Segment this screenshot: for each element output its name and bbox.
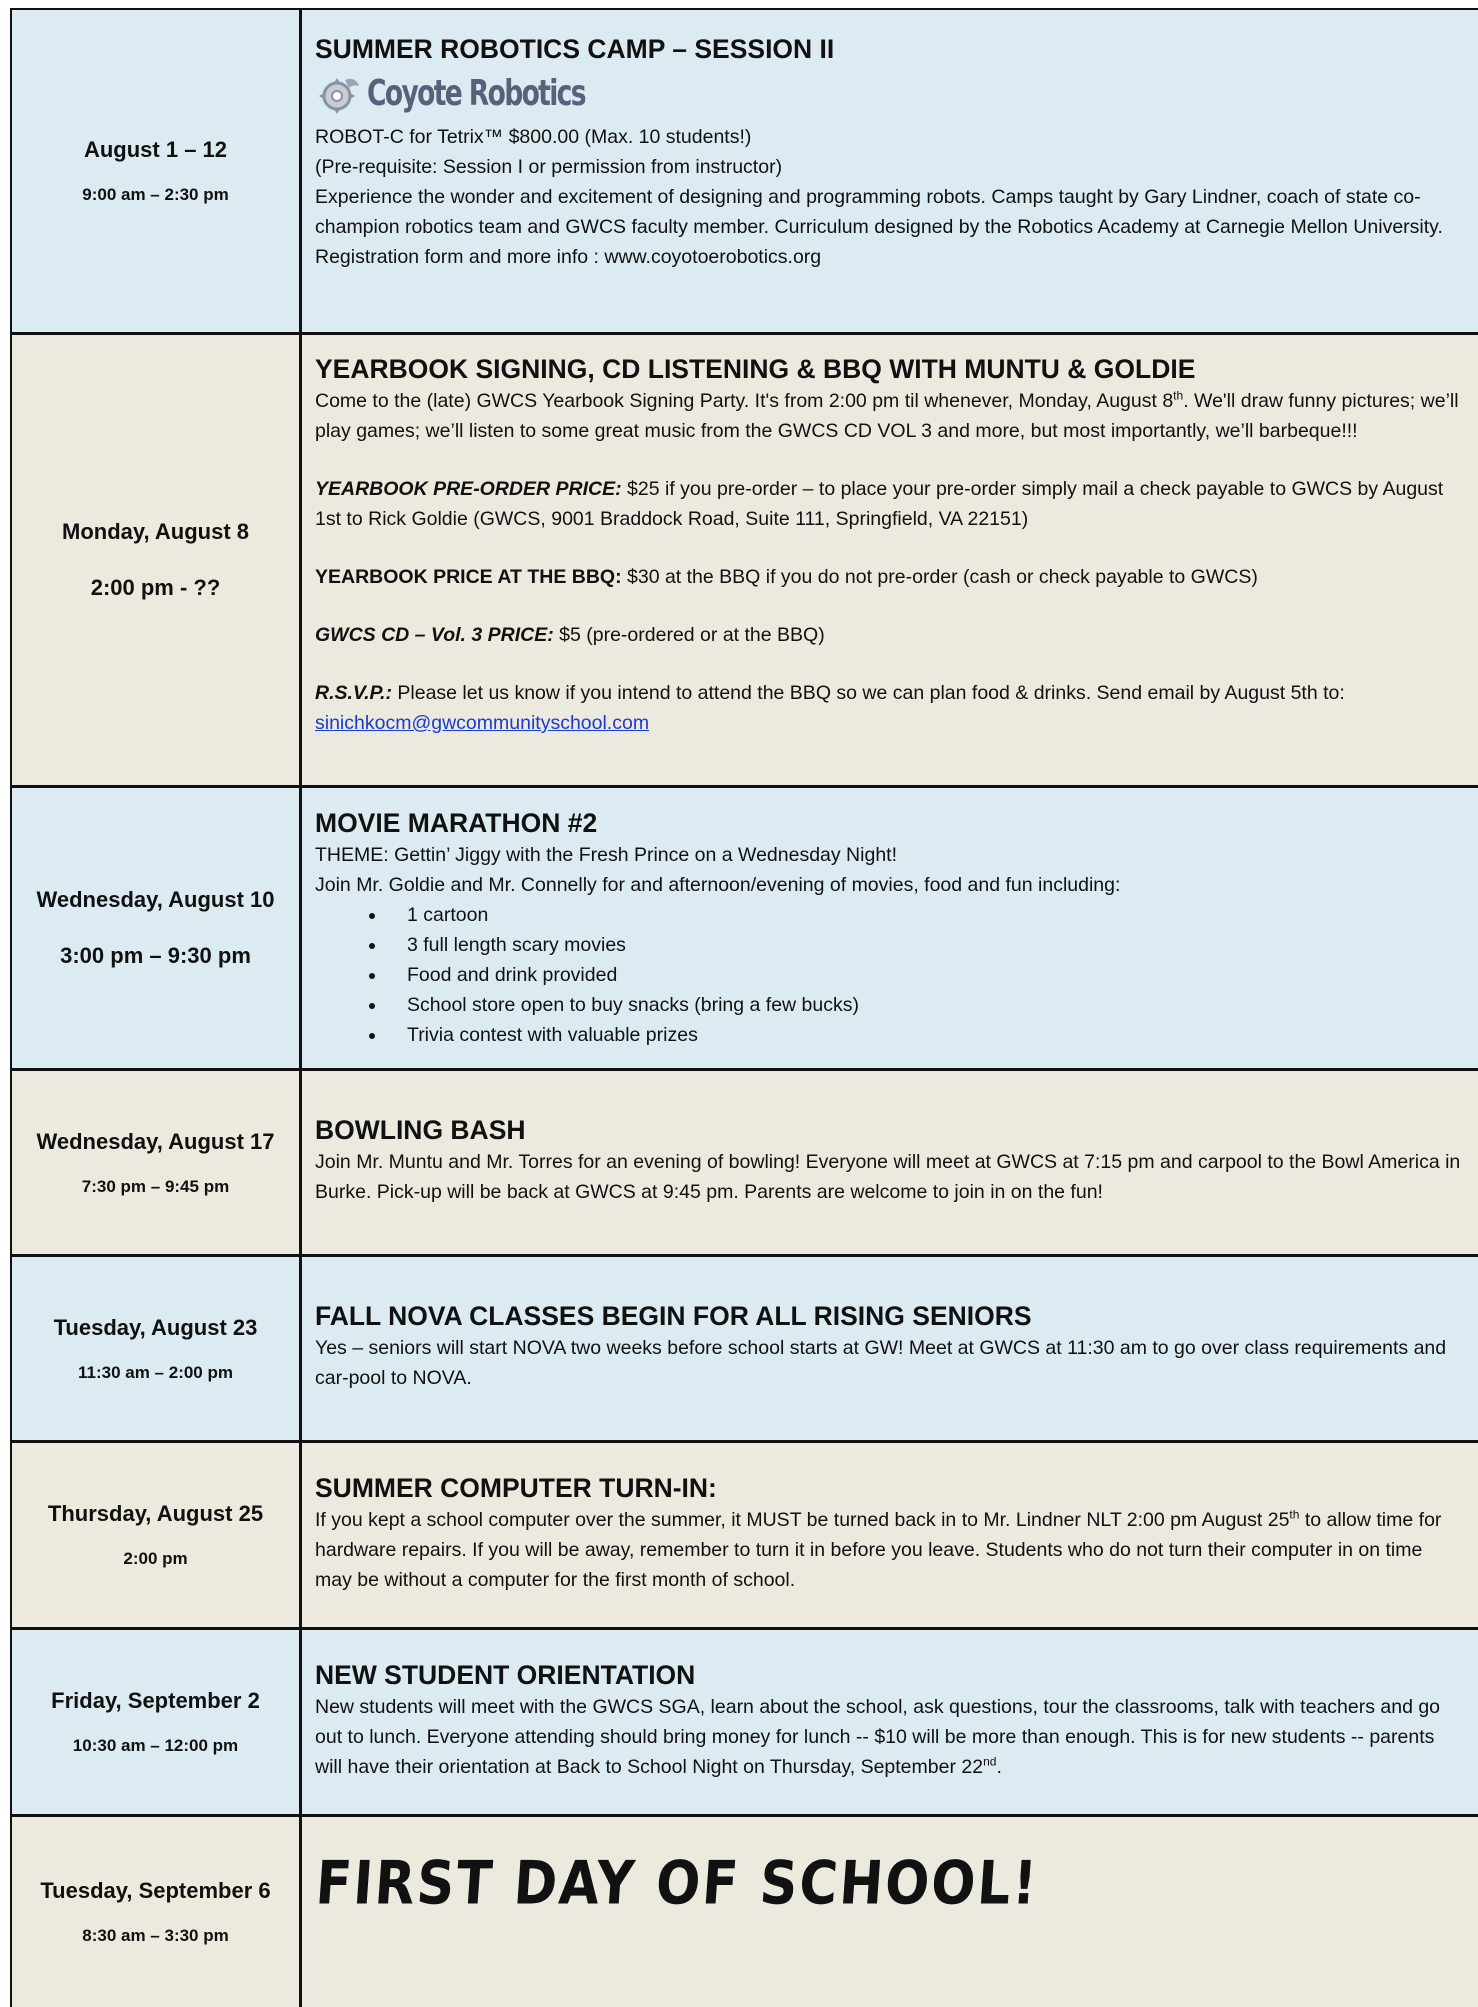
event-date: Tuesday, August 23	[53, 1314, 258, 1340]
event-row-bowling-bash	[10, 1071, 1478, 1257]
logo-text: Coyote Robotics	[367, 73, 585, 114]
cd-text: $5 (pre-ordered or at the BBQ)	[553, 624, 825, 646]
date-cell	[12, 335, 302, 785]
event-row-computer-turn-in	[10, 1443, 1478, 1630]
rsvp-email-link[interactable]: sinichkocm@gwcommunityschool.com	[315, 712, 650, 734]
intro-text-cont: . We'll draw funny pictures; we’ll play games; we’ll listen to some great music from the GWCS CD VOL 3 and more, but most importantly, we’ll barbeque!!!	[315, 390, 1459, 442]
event-details	[302, 1257, 1478, 1440]
date-cell	[12, 1817, 302, 2007]
event-row-orientation	[10, 1630, 1478, 1817]
event-details	[302, 1443, 1478, 1627]
event-details	[302, 1817, 1478, 2007]
text-sup: nd	[983, 1754, 997, 1769]
coyote-robotics-logo	[315, 66, 1464, 122]
event-time: 7:30 pm – 9:45 pm	[81, 1176, 230, 1196]
list-item: • Food and drink provided	[387, 960, 1464, 990]
event-title: BOWLING BASH	[315, 1115, 526, 1145]
preorder-label: YEARBOOK PRE-ORDER PRICE:	[315, 478, 622, 500]
rsvp-label: R.S.V.P.:	[315, 682, 392, 704]
event-date: Monday, August 8	[62, 519, 249, 544]
event-details	[302, 335, 1478, 785]
event-date: Wednesday, August 10	[36, 887, 275, 912]
bbq-text: $30 at the BBQ if you do not pre-order (cash or check payable to GWCS)	[621, 566, 1258, 588]
text-part: If you kept a school computer over the summer, it MUST be turned back in to Mr. Lindner NLT 2:00 pm August 25	[315, 1509, 1290, 1531]
event-line: (Pre-requisite: Session I or permission from instructor)	[315, 156, 783, 178]
event-details	[302, 1630, 1478, 1814]
event-text: Yes – seniors will start NOVA two weeks before school starts at GW! Meet at GWCS at 11:30 am to go over class requirements and car-pool to NOVA.	[315, 1337, 1447, 1389]
event-details	[302, 788, 1478, 1068]
event-line: Registration form and more info : www.coyotoerobotics.org	[315, 246, 822, 268]
event-join: Join Mr. Goldie and Mr. Connelly for and afternoon/evening of movies, food and fun including:	[315, 874, 1121, 896]
event-row-first-day	[10, 1817, 1478, 2007]
event-title: YEARBOOK SIGNING, CD LISTENING & BBQ WITH MUNTU & GOLDIE	[315, 354, 1196, 384]
event-details	[302, 1071, 1478, 1254]
event-title: NEW STUDENT ORIENTATION	[315, 1660, 696, 1690]
list-item: • Trivia contest with valuable prizes	[387, 1020, 1464, 1050]
event-date: August 1 – 12	[83, 137, 228, 162]
event-date: Tuesday, September 6	[40, 1878, 271, 1903]
preorder-price	[315, 474, 1464, 534]
intro-text: Come to the (late) GWCS Yearbook Signing Party. It's from 2:00 pm til whenever, Monday, August 8	[315, 390, 1174, 412]
rsvp-text: Please let us know if you intend to attend the BBQ so we can plan food & drinks. Send email by August 5th to:	[391, 682, 1345, 704]
date-cell	[12, 1257, 302, 1440]
event-time: 9:00 am – 2:30 pm	[82, 185, 229, 204]
event-time: 10:30 am – 12:00 pm	[72, 1736, 239, 1755]
gear-logo-icon	[315, 70, 363, 118]
date-cell	[12, 1071, 302, 1254]
first-day-banner: FIRST DAY OF SCHOOL!	[313, 1849, 1041, 1919]
list-item: • School store open to buy snacks (bring a few bucks)	[387, 990, 1464, 1020]
event-time: 2:00 pm	[123, 1549, 188, 1568]
event-title: SUMMER ROBOTICS CAMP – SESSION II	[315, 34, 835, 64]
text-part-cont: to allow time for hardware repairs. If you will be away, remember to turn it in before you leave. Students who do not turn their computer in on time may be without a computer for the first month of school.	[315, 1509, 1442, 1591]
event-time: 2:00 pm - ??	[90, 575, 221, 600]
event-row-nova-classes	[10, 1257, 1478, 1443]
date-cell	[12, 10, 302, 332]
rsvp	[315, 678, 1464, 738]
bbq-label: YEARBOOK PRICE AT THE BBQ:	[315, 566, 622, 588]
text-part-cont: .	[996, 1756, 1002, 1778]
event-date: Wednesday, August 17	[36, 1128, 275, 1154]
event-row-yearbook-bbq	[10, 335, 1478, 788]
cd-price	[315, 620, 1464, 650]
date-cell	[12, 1630, 302, 1814]
event-time: 8:30 am – 3:30 pm	[82, 1926, 229, 1945]
event-row-movie-marathon	[10, 788, 1478, 1071]
event-row-robotics-camp	[10, 8, 1478, 335]
event-intro	[315, 386, 1464, 446]
intro-sup: th	[1173, 388, 1184, 403]
list-item: • 1 cartoon	[387, 900, 1464, 930]
bbq-price	[315, 562, 1464, 592]
event-details	[302, 10, 1478, 332]
event-date: Friday, September 2	[51, 1688, 260, 1713]
event-item-list	[315, 900, 1464, 1050]
text-sup: th	[1289, 1507, 1300, 1522]
list-item: • 3 full length scary movies	[387, 930, 1464, 960]
event-title: FALL NOVA CLASSES BEGIN FOR ALL RISING SENIORS	[315, 1301, 1032, 1331]
event-date: Thursday, August 25	[47, 1501, 264, 1526]
event-time: 3:00 pm – 9:30 pm	[60, 943, 251, 968]
date-cell	[12, 1443, 302, 1627]
event-time: 11:30 am – 2:00 pm	[78, 1362, 233, 1382]
event-line: ROBOT-C for Tetrix™ $800.00 (Max. 10 students!)	[315, 126, 752, 148]
event-title: MOVIE MARATHON #2	[315, 808, 598, 838]
event-text	[315, 1505, 1464, 1595]
date-cell	[12, 788, 302, 1068]
preorder-text: $25 if you pre-order – to place your pre-order simply mail a check payable to GWCS by August 1st to Rick Goldie (GWCS, 9001 Braddock Road, Suite 111, Springfield, VA 22151)	[315, 478, 1444, 530]
event-text	[315, 1692, 1464, 1782]
event-theme: THEME: Gettin’ Jiggy with the Fresh Prince on a Wednesday Night!	[315, 844, 898, 866]
schedule-table	[10, 8, 1478, 2007]
event-text: Join Mr. Muntu and Mr. Torres for an evening of bowling! Everyone will meet at GWCS at 7:15 pm and carpool to the Bowl America in Burke. Pick-up will be back at GWCS at 9:45 pm. Parents are welcome to join in on the fun!	[315, 1151, 1461, 1203]
cd-label: GWCS CD – Vol. 3 PRICE:	[315, 624, 554, 646]
text-part: New students will meet with the GWCS SGA, learn about the school, ask questions, tour the classrooms, talk with teachers and go out to lunch. Everyone attending should bring money for lunch -- $10 will be more than enough. This is for new students -- parents will have their orientation at Back to School Night on Thursday, September 22	[315, 1696, 1441, 1778]
event-line: Experience the wonder and excitement of designing and programming robots. Camps taught by Gary Lindner, coach of state co-champion robotics team and GWCS faculty member. Curriculum designed by the Robotics Academy at Carnegie Mellon University.	[315, 186, 1443, 238]
event-title: SUMMER COMPUTER TURN-IN:	[315, 1473, 717, 1503]
